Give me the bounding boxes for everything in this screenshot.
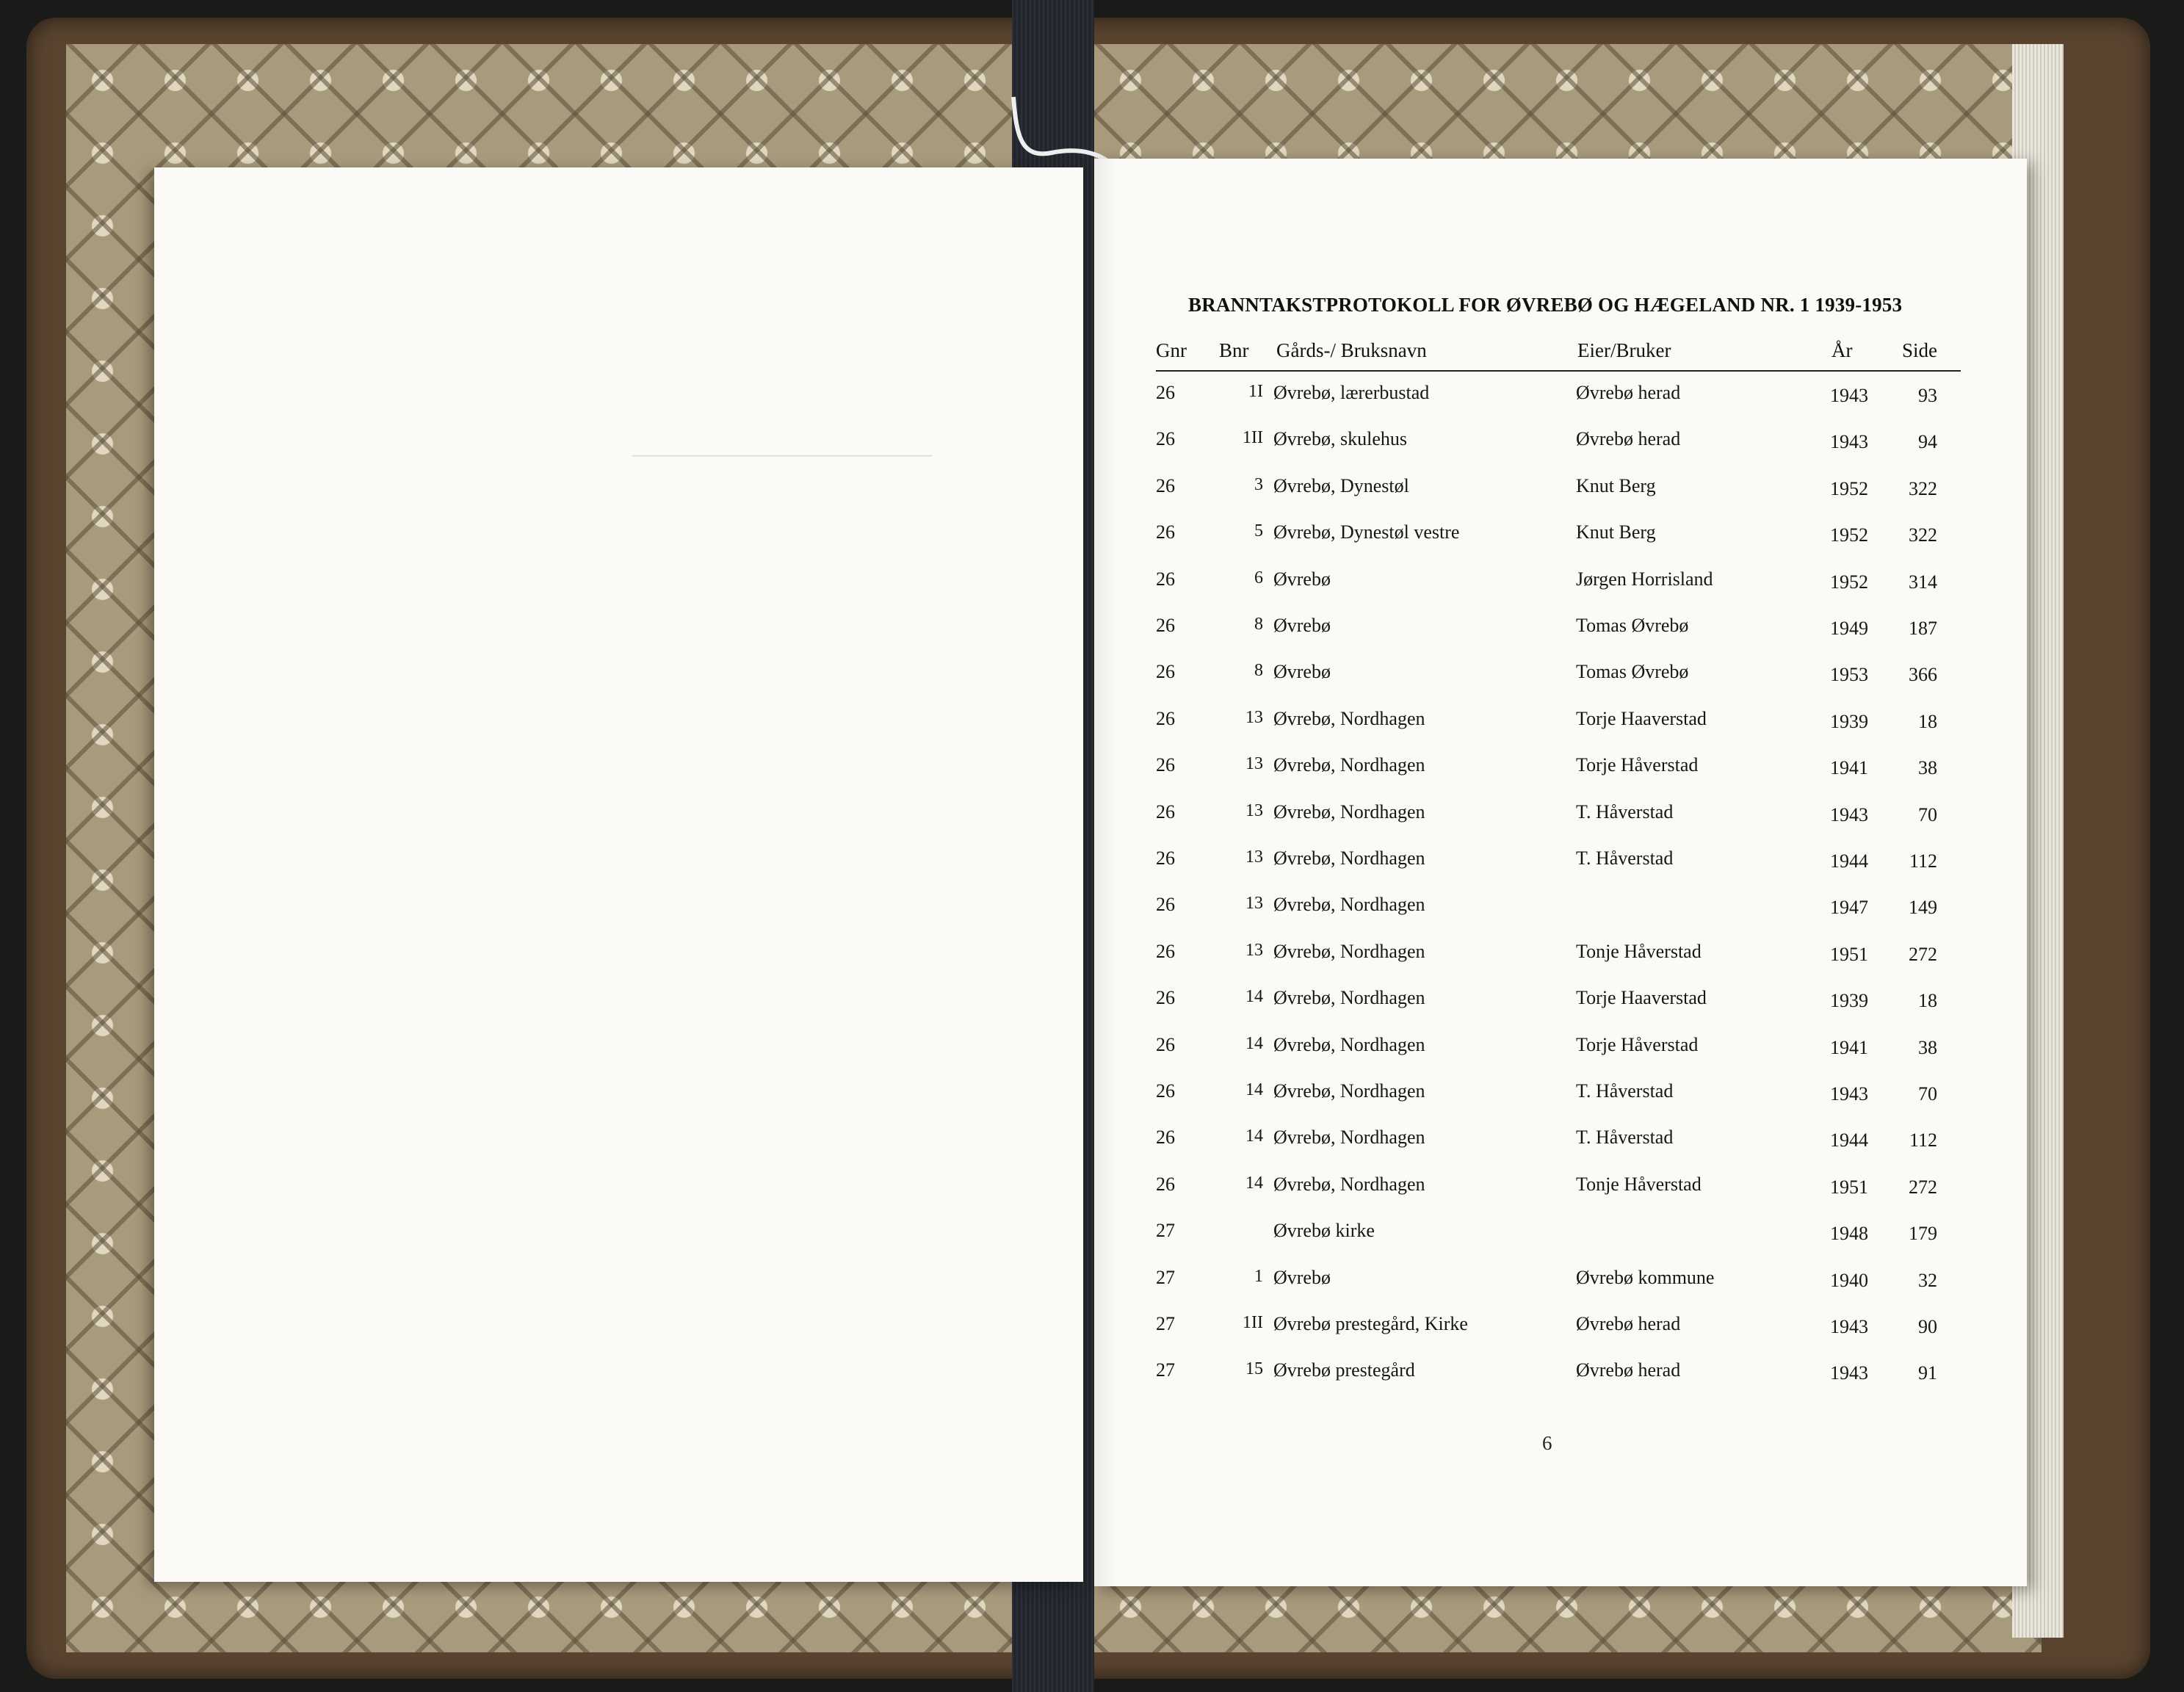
cell-ar: 1943 (1830, 1083, 1868, 1104)
cell-eier: Torje Haaverstad (1576, 707, 1707, 729)
cell-eier: Tomas Øvrebø (1576, 661, 1689, 683)
cell-side: 18 (1918, 990, 1937, 1012)
header-bruksnavn: Gårds-/ Bruksnavn (1276, 339, 1427, 361)
cell-ar: 1951 (1830, 943, 1868, 965)
cell-navn: Øvrebø, Nordhagen (1273, 754, 1425, 776)
cell-bnr: 13 (1245, 800, 1263, 820)
cell-navn: Øvrebø, skulehus (1273, 428, 1407, 450)
cell-bnr: 1I (1248, 382, 1263, 401)
cell-ar: 1940 (1830, 1269, 1868, 1291)
cell-bnr: 8 (1254, 615, 1263, 634)
cell-side: 322 (1909, 524, 1937, 546)
cell-bnr: 14 (1245, 1080, 1263, 1099)
cell-gnr: 26 (1156, 428, 1175, 450)
cell-gnr: 27 (1156, 1359, 1175, 1381)
cell-gnr: 26 (1156, 987, 1175, 1009)
cell-bnr: 1II (1243, 428, 1263, 448)
cell-gnr: 26 (1156, 800, 1175, 822)
cell-eier: Torje Håverstad (1576, 754, 1699, 776)
cell-eier: Øvrebø herad (1576, 382, 1681, 403)
cell-bnr: 14 (1245, 1173, 1263, 1193)
cell-eier: Tonje Håverstad (1576, 940, 1702, 962)
cell-side: 38 (1918, 1036, 1937, 1058)
cell-ar: 1952 (1830, 571, 1868, 593)
cell-side: 93 (1918, 385, 1937, 406)
cell-ar: 1944 (1830, 850, 1868, 872)
header-rule (1156, 370, 1961, 372)
cell-gnr: 26 (1156, 382, 1175, 403)
left-page (154, 167, 1083, 1582)
cell-navn: Øvrebø, Dynestøl (1273, 474, 1409, 496)
cell-side: 314 (1909, 571, 1937, 593)
cell-eier: Øvrebø herad (1576, 1313, 1681, 1334)
cell-eier: Øvrebø herad (1576, 428, 1681, 450)
cell-navn: Øvrebø (1273, 1266, 1331, 1288)
cell-eier: Knut Berg (1576, 521, 1656, 543)
cell-navn: Øvrebø (1273, 661, 1331, 683)
cell-gnr: 26 (1156, 707, 1175, 729)
header-bnr: Bnr (1219, 339, 1249, 361)
cell-bnr: 13 (1245, 847, 1263, 867)
cell-side: 322 (1909, 477, 1937, 499)
cell-ar: 1943 (1830, 385, 1868, 406)
cell-side: 272 (1909, 943, 1937, 965)
cell-navn: Øvrebø, lærerbustad (1273, 382, 1430, 403)
cell-gnr: 27 (1156, 1266, 1175, 1288)
cell-side: 179 (1909, 1223, 1937, 1245)
cell-ar: 1943 (1830, 431, 1868, 453)
cell-bnr: 15 (1245, 1359, 1263, 1379)
cell-side: 91 (1918, 1362, 1937, 1384)
cell-gnr: 26 (1156, 1080, 1175, 1102)
header-eier: Eier/Bruker (1577, 339, 1671, 361)
cell-eier: Tomas Øvrebø (1576, 615, 1689, 636)
bleed-through-text: ──────────────────────── (632, 446, 933, 466)
cell-ar: 1943 (1830, 803, 1868, 825)
cell-side: 70 (1918, 1083, 1937, 1104)
cell-ar: 1949 (1830, 618, 1868, 639)
cell-gnr: 26 (1156, 754, 1175, 776)
cell-gnr: 27 (1156, 1220, 1175, 1242)
cell-bnr: 13 (1245, 940, 1263, 960)
cell-side: 32 (1918, 1269, 1937, 1291)
cell-gnr: 26 (1156, 474, 1175, 496)
cell-side: 94 (1918, 431, 1937, 453)
cell-side: 149 (1909, 897, 1937, 919)
cell-navn: Øvrebø, Nordhagen (1273, 847, 1425, 869)
cell-ar: 1953 (1830, 664, 1868, 686)
cell-eier: T. Håverstad (1576, 1080, 1674, 1102)
cell-ar: 1941 (1830, 1036, 1868, 1058)
cell-navn: Øvrebø, Nordhagen (1273, 894, 1425, 916)
header-ar: År (1832, 339, 1853, 361)
page-number: 6 (1542, 1432, 1552, 1454)
cell-ar: 1943 (1830, 1316, 1868, 1337)
cell-side: 112 (1909, 1129, 1937, 1152)
cell-gnr: 26 (1156, 615, 1175, 636)
cell-navn: Øvrebø, Nordhagen (1273, 800, 1425, 822)
cell-gnr: 26 (1156, 521, 1175, 543)
cell-side: 38 (1918, 757, 1937, 779)
cell-eier: T. Håverstad (1576, 847, 1674, 869)
cell-gnr: 26 (1156, 1127, 1175, 1149)
cell-bnr: 5 (1254, 521, 1263, 541)
cell-side: 18 (1918, 710, 1937, 732)
cell-bnr: 13 (1245, 707, 1263, 727)
cell-ar: 1939 (1830, 990, 1868, 1012)
cell-gnr: 26 (1156, 1033, 1175, 1055)
header-side: Side (1902, 339, 1938, 361)
cell-bnr: 13 (1245, 894, 1263, 914)
cell-gnr: 26 (1156, 894, 1175, 916)
cell-navn: Øvrebø kirke (1273, 1220, 1375, 1242)
cell-navn: Øvrebø, Nordhagen (1273, 987, 1425, 1009)
cell-navn: Øvrebø, Nordhagen (1273, 1033, 1425, 1055)
cell-bnr: 14 (1245, 987, 1263, 1007)
cell-navn: Øvrebø, Nordhagen (1273, 707, 1425, 729)
cell-side: 112 (1909, 850, 1937, 872)
cell-eier: Torje Haaverstad (1576, 987, 1707, 1009)
cell-navn: Øvrebø (1273, 615, 1331, 636)
cell-bnr: 1II (1243, 1313, 1263, 1332)
cell-bnr: 14 (1245, 1127, 1263, 1146)
cell-bnr: 13 (1245, 754, 1263, 774)
cell-bnr: 1 (1254, 1266, 1263, 1286)
cell-navn: Øvrebø, Dynestøl vestre (1273, 521, 1460, 543)
cell-gnr: 26 (1156, 568, 1175, 590)
cell-gnr: 26 (1156, 847, 1175, 869)
cell-ar: 1948 (1830, 1223, 1868, 1245)
cell-navn: Øvrebø (1273, 568, 1331, 590)
page-title: BRANNTAKSTPROTOKOLL FOR ØVREBØ OG HÆGELAND NR. 1 1939-1953 (1188, 294, 1903, 316)
cell-ar: 1951 (1830, 1176, 1868, 1198)
cell-navn: Øvrebø prestegård, Kirke (1273, 1313, 1468, 1334)
cell-eier: T. Håverstad (1576, 1127, 1674, 1149)
cell-gnr: 27 (1156, 1313, 1175, 1334)
cell-side: 70 (1918, 803, 1937, 825)
cell-side: 366 (1909, 664, 1937, 686)
cell-gnr: 26 (1156, 1173, 1175, 1195)
cell-ar: 1941 (1830, 757, 1868, 779)
cell-ar: 1952 (1830, 477, 1868, 499)
binding-string (1008, 94, 1116, 167)
cell-navn: Øvrebø, Nordhagen (1273, 1080, 1425, 1102)
cell-bnr: 3 (1254, 474, 1263, 494)
header-gnr: Gnr (1156, 339, 1187, 361)
cell-navn: Øvrebø, Nordhagen (1273, 1173, 1425, 1195)
cell-eier: Jørgen Horrisland (1576, 568, 1713, 590)
cell-eier: T. Håverstad (1576, 800, 1674, 822)
cell-eier: Øvrebø herad (1576, 1359, 1681, 1381)
cell-gnr: 26 (1156, 940, 1175, 962)
cell-navn: Øvrebø prestegård (1273, 1359, 1415, 1381)
cell-eier: Øvrebø kommune (1576, 1266, 1715, 1288)
cell-ar: 1944 (1830, 1129, 1868, 1152)
cell-side: 272 (1909, 1176, 1937, 1198)
cell-side: 187 (1909, 618, 1937, 639)
cell-navn: Øvrebø, Nordhagen (1273, 1127, 1425, 1149)
cell-ar: 1943 (1830, 1362, 1868, 1384)
cell-bnr: 8 (1254, 661, 1263, 681)
cell-ar: 1952 (1830, 524, 1868, 546)
cell-bnr: 14 (1245, 1033, 1263, 1053)
cell-eier: Knut Berg (1576, 474, 1656, 496)
cell-navn: Øvrebø, Nordhagen (1273, 940, 1425, 962)
cell-bnr: 6 (1254, 568, 1263, 588)
cell-ar: 1947 (1830, 897, 1868, 919)
cell-eier: Torje Håverstad (1576, 1033, 1699, 1055)
cell-side: 90 (1918, 1316, 1937, 1337)
cell-eier: Tonje Håverstad (1576, 1173, 1702, 1195)
cell-ar: 1939 (1830, 710, 1868, 732)
cell-gnr: 26 (1156, 661, 1175, 683)
